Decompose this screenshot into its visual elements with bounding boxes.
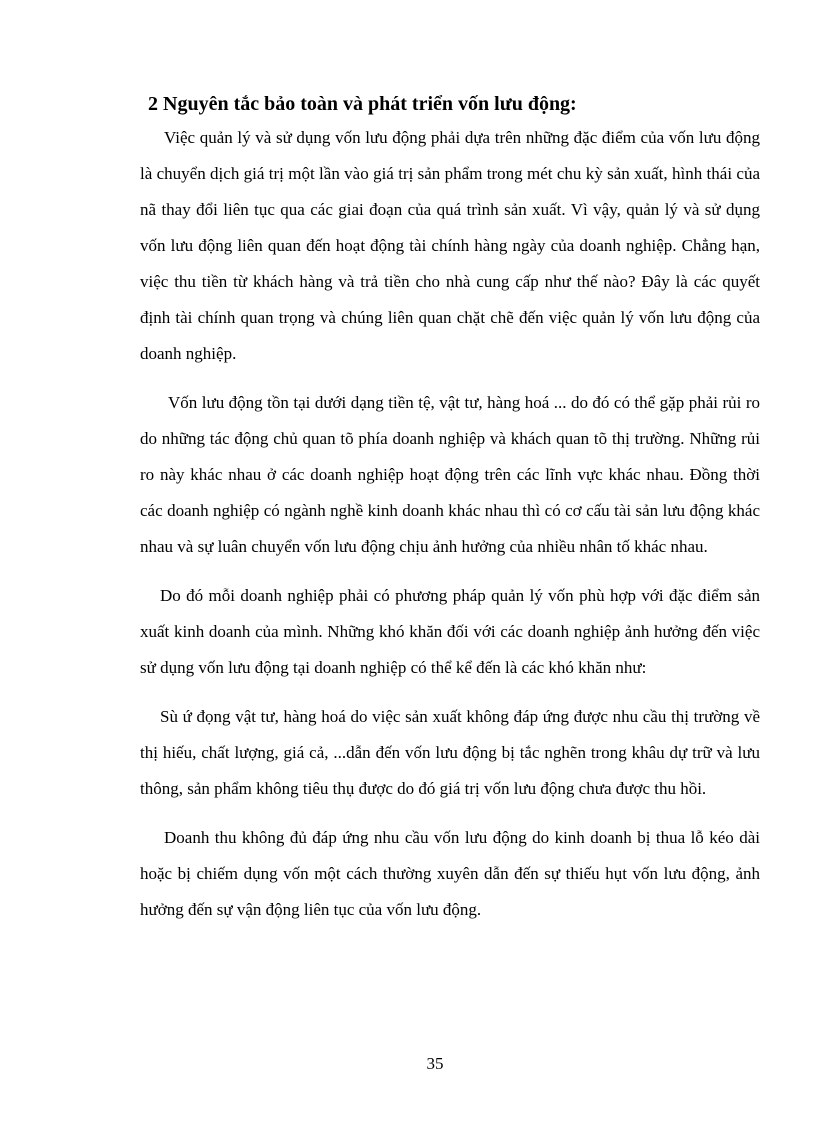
paragraph-4: Sù ứ đọng vật tư, hàng hoá do việc sản xuất không đáp ứng được nhu cầu thị trường về thị hiếu, chất lượng, giá cả, ...dẫn đến vốn lưu động bị tắc nghẽn trong khâu dự trữ và lưu thông, sản phẩm không tiêu thụ được do đó giá trị vốn lưu động chưa được thu hồi. [140, 707, 760, 798]
page-number: 35 [426, 1054, 444, 1073]
paragraph-2: Vốn lưu động tồn tại dưới dạng tiền tệ, vật tư, hàng hoá ... do đó có thể gặp phải rủi ro do những tác động chủ quan tõ phía doanh nghiệp và khách quan tõ thị trường. Những rủi ro này khác nhau ở các doanh nghiệp hoạt động trên các lĩnh vực khác nhau. Đồng thời các doanh nghiệp có ngành nghề kinh doanh khác nhau thì có cơ cấu tài sản lưu động khác nhau và sự luân chuyển vốn lưu động chịu ảnh hưởng của nhiều nhân tố khác nhau. [140, 393, 760, 556]
paragraph-5: Doanh thu không đủ đáp ứng nhu cầu vốn lưu động do kinh doanh bị thua lỗ kéo dài hoặc bị chiếm dụng vốn một cách thường xuyên dẫn đến sự thiếu hụt vốn lưu động, ảnh hưởng đến sự vận động liên tục của vốn lưu động. [140, 828, 760, 919]
section-heading: 2 Nguyên tắc bảo toàn và phát triển vốn lưu động: [148, 93, 577, 115]
paragraph-1: Việc quản lý và sử dụng vốn lưu động phải dựa trên những đặc điểm của vốn lưu động là chuyển dịch giá trị một lần vào giá trị sản phẩm trong mét chu kỳ sản xuất, hình thái của nã thay đổi liên tục qua các giai đoạn của quá trình sản xuất. Vì vậy, quản lý và sử dụng vốn lưu động liên quan đến hoạt động tài chính hàng ngày của doanh nghiệp. Chẳng hạn, việc thu tiền từ khách hàng và trả tiền cho nhà cung cấp như thế nào? Đây là các quyết định tài chính quan trọng và chúng liên quan chặt chẽ đến việc quản lý vốn lưu động của doanh nghiệp. [140, 128, 760, 363]
page-content [140, 88, 760, 928]
paragraph-3: Do đó mỗi doanh nghiệp phải có phương pháp quản lý vốn phù hợp với đặc điểm sản xuất kinh doanh của mình. Những khó khăn đối với các doanh nghiệp ảnh hưởng đến việc sử dụng vốn lưu động tại doanh nghiệp có thể kể đến là các khó khăn như: [140, 586, 760, 677]
